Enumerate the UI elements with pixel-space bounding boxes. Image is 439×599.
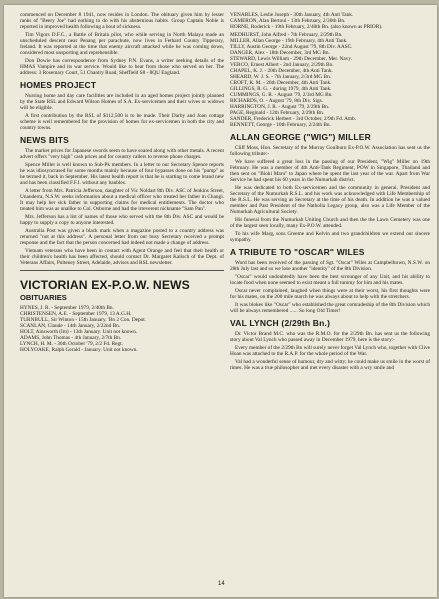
page-number: 14 [218,581,225,587]
obituary-entry: HORNE, Roderick - 19th February, 2/40th Bn. (also known as PRIOR). [230,24,383,30]
obituary-entry: CAMERON, Alan Bertoul - 13th February, 2/30th Bn. [230,18,346,24]
oscar-heading: A TRIBUTE TO "OSCAR" WILES [230,247,365,257]
obituary-entry: HOLYOAKE, Ralph Gerald - January. Unit not known. [20,347,138,353]
obituary-entry: MILLER, Allan George - 19th February, 4th Anti Tank. [230,38,348,44]
obituary-entry: CROFT, K. M. - 26th December, 4th Anti Tank. [230,80,332,86]
obituary-entry: DANGER, Alex - 18th December, 3rd MG Bn. [230,50,330,56]
right-column [230,12,430,373]
homes-paragraph-1: Nursing home and day care facilities are included in an aged homes project jointly planned by the State RSL and Edward Wilson Homes of S.A. Ex-servicemen and their wives or widows will be eligible. [20,93,224,111]
obituary-entry: BENNETT, George - 10th February, 2/24th Bn. [230,122,331,128]
obituary-entry: GILLINGS, R. G. - during 1979, 4th Anti Tank. [230,86,332,92]
miller-paragraph-3: He was dedicated to both Ex-servicemen and the community in general. President and Secretary of the Numurkah R.S.L. and his work was acknowledged with Life Membership of the R.S.L. He was serving as Secretary at the time of his death. In addition he was a valued member and Past President of the Natholia Legacy group, also was a Life Member of the Numurkah Agricultural Society. [230,185,430,215]
oscar-paragraph-4: It was blokes like "Oscar" who established the great comradeship of the 8th Division which will be always remembered ...... So long Old Timer! [230,302,430,314]
lynch-paragraph-1: Dr. Victor Brand M.C. who was the R.M.O. for the 2/29th Bn. has sent us the following story about Val Lynch who passed away in December 1979, here is the story:- [230,331,430,343]
obituary-entry: CUMMINGS, G. R. - August '79, 2/3rd MG Bn. [230,92,333,98]
intro-paragraph-2: Tim Vigors D.F.C., a Battle of Britain pilot, who while serving in North Malaya made an unscheduled descent near Penang per parachute, now lives in Fethard County Tipperary, Ireland. It was reported at the time that enemy aircraft attacked while he was coming down, considered most unsporting and reprehensible. [20,32,224,56]
news-bits-heading: NEWS BITS [20,135,70,145]
obituary-entry: SCANLAN, Claude - 14th January, 2/22nd Bn. [20,323,121,329]
intro-paragraph-1: commenced on December 8 1941, now resides in London. The obituary given him by lesser ranks of "Beery Joe" had nothing to do with his abstemious habits. Group Captain Noble is reported in improved health following a bout of sickness. [20,12,224,30]
obituary-entry: HOLT, Ainsworth (Im) - 13th January. Unit not known. [20,329,138,335]
section-divider [20,270,224,271]
obituary-entry: SHEARD, W. J. S. - 7th January, 2/3rd MG Bn. [230,74,332,80]
obituaries-heading: OBITUARIES [20,293,67,302]
victorian-news-title: VICTORIAN EX-P.O.W. NEWS [20,278,190,292]
news-bits-paragraph-4: Mrs. Jefferson has a list of names of those who served with the 8th Div. ASC and would be happy to supply a copy to anyone interested. [20,214,224,226]
intro-paragraph-3: Don Dowie has correspondence from Sydney P.N. Evans, a writer seeking details of the HMAS Vampire and its war service. Would like to hear from those who served on her. The address: 3 Rosemary Court, 51 Chantry Road, Sheffield S8 - 8QU England. [20,58,224,76]
oscar-paragraph-2: "Oscar" would undoubtedly have been the best scrounger of any Unit, and his ability to locate food when none seemed to exist meant a full tummy for him and his mates. [230,274,430,286]
obituary-entry: TURNBULL, Sir Winton - 15th January. 'Bn 2 Con. Depot. [20,317,147,323]
oscar-paragraph-1: Word has been received of the passing of Sgt. "Oscar" Wiles at Campbelltown, N.S.W. on 28th July last and so we lose another "identity" of the 8th Division. [230,260,430,272]
obituary-entry: VERCO, Ernest Albert - 2nd January, 2/29th Bn. [230,62,334,68]
news-bits-paragraph-2: Spence Miller is well known to Sub-Pk members. In a letter to our Secretary Spence reports he was idiosyncrased for some months mainly because of four bypasses done on his "pump" as he termed it, back in September. His latest health report is that he is starting to come brand new and has been classified F.F.I. without any baubles. [20,162,224,186]
miller-paragraph-2: We have suffered a great loss in the passing of our President, "Wig" Miller on 19th February. He was a member of 4th Anti-Tank Regiment, POW in Singapore, Thailand and then sent on "Bioki Maru" to Japan where he spent the last year of the war. Apart from War Service he had spent his 60 years in the Numurkah district. [230,159,430,183]
obituary-entry: PAGE, Reginald - 12th February, 2/29th Bn. [230,110,325,116]
left-column [20,12,224,353]
obituary-entry: CHRISTENSEN, A.E. - September 1979, 13 A.G.H. [20,311,132,317]
news-bits-paragraph-5: Australia Post was given a black mark when a magazine posted to a country address was returned "not at this address". A personal letter from our busy Secretary received a prompt response and the fact that the person concerned had indeed not made a change of address. [20,228,224,246]
homes-heading: HOMES PROJECT [20,80,97,90]
lynch-paragraph-2: Every member of the 2/29th Bn will surely never forget Val Lynch who, together with Clive Hoan was attached to the R.A.P. for the whole period of the War. [230,345,430,357]
miller-heading: ALLAN GEORGE ("WIG") MILLER [230,132,371,142]
obituary-entry: MEDHURST, John Alfred - 7th February, 2/29th Bn. [230,32,343,38]
lynch-paragraph-3: Val had a wonderful sense of humour, dry and witty; he could make us smile in the worst of times. He was a true philosopher and met every disaster with a wry smile and [230,359,430,371]
obituary-entry: ADAMS, John Thomas - 4th January, 2/7th Bn. [20,335,122,341]
obituary-entry: HYNES, J. R. - September 1979, 2/40th Bn. [20,305,114,311]
homes-paragraph-2: A first contribution by the RSL of $112,500 is to be made. Their Darby and Joan cottage scheme is well remembered for the provision of homes for ex-servicemen in both the city and country towns. [20,113,224,131]
magazine-page [4,5,437,597]
oscar-paragraph-3: Oscar never complained, laughed when things were at their worst, his first thoughts were for his mates, on the 200 mile march he was always about to help with the stretchers. [230,288,430,300]
obituary-entry: SANDER, Frederick Herbert - 3rd October, 2/9th Fd. Amb. [230,116,357,122]
obituary-entry: LYNCH, H. M. - 30th October '79, 2/2 Fd. Regt. [20,341,123,347]
obituary-entry: RICHARDS, O. - August '79, 8th Div. Sigs. [230,98,324,104]
news-bits-paragraph-1: The market prices for Japanese swords seem to have soared along with other metals. A recent advert offers "very high" cash prices and for country callers to reverse phone charges. [20,148,224,160]
miller-paragraph-1: Cliff Moss, Hon. Secretary of the Murray Goulburn Ex-P.O.W. Association has sent us the following tribute:- [230,145,430,157]
obituary-entry: CHAPEL, K. J. - 20th December, 4th Anti Tank. [230,68,333,74]
miller-paragraph-5: To his wife Marg, sons Greeme and Kelvin and two grandchildren we extend our sincere sympathy. [230,231,430,243]
news-bits-paragraph-6: Vietnam veterans who have been in contact with Agent Orange and feel that their health or their children's health has been affected, should contact Dr. Margaret Kalisch of the Dept. of Veterans Affairs, Pulteney Street, Adelaide, advises and RSL newsletter. [20,248,224,266]
obituary-entry: HARRINGTON, J. R. - August '79, 2/29th Bn. [230,104,330,110]
obituary-entry: VENABLES, Leslie Joseph - 30th January, 4th Anti Tank. [230,12,354,18]
obituary-entry: TILLY, Austin George - 22nd August '79, 8th Div. AASC. [230,44,353,50]
lynch-heading: VAL LYNCH (2/29th Bn.) [230,318,331,328]
miller-paragraph-4: His funeral from the Numurkah Uniting Church and then the the Lawn Cemetery was one of the largest seen locally, many Ex-P.O.W. attended. [230,217,430,229]
obituary-entry: STEWARD, Lewis William - 29th December, Mer. Navy. [230,56,352,62]
news-bits-paragraph-3: A letter from Mrs. Patricia Jefferson, daughter of Vic Noldart 8th Div. ASC of Jenkins Street, Unanderra, N.S.W. seeks information about a medical officer who treated her father in Changi. It may help her sick father in supporting claims for medical entitlements. The doctor who treated him was as unalike to Col. Osborne and had the irreverent nickname "Sam Pan". [20,188,224,212]
